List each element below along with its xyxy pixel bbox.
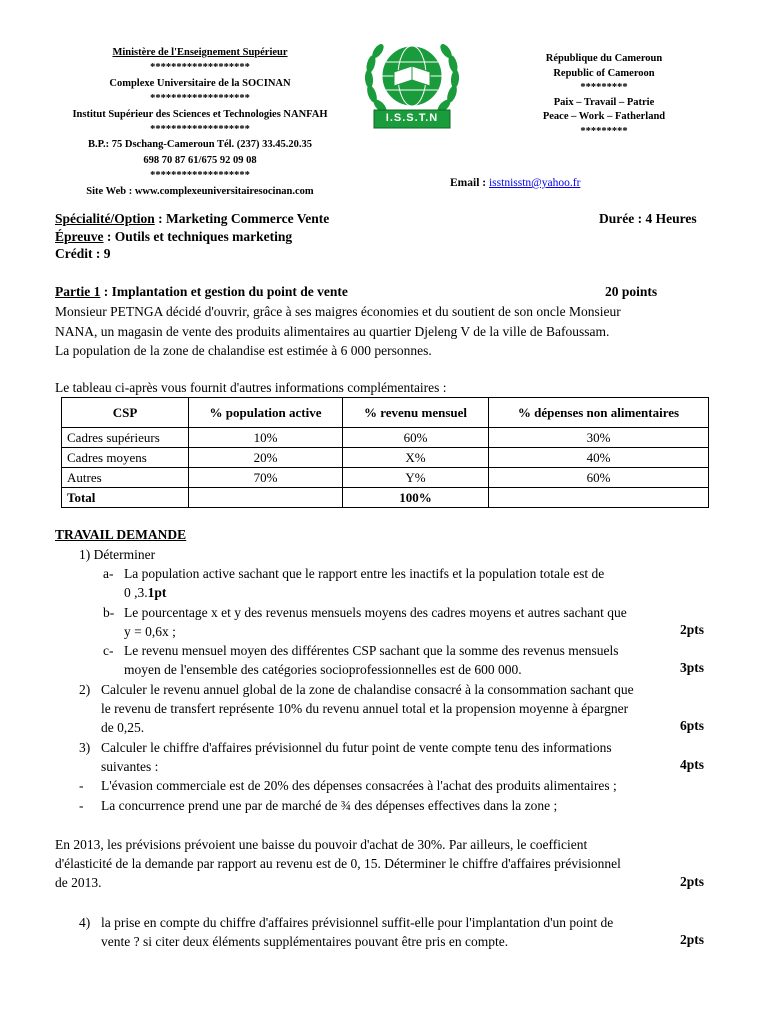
separator-stars: ******************* <box>150 170 250 182</box>
table-cell: 100% <box>343 488 489 508</box>
question-line: de 0,25. <box>101 720 145 735</box>
specialty-line <box>55 210 329 228</box>
intro-line: NANA, un magasin de vente des produits alimentaires au quartier Djeleng V de la ville de Bafoussam. <box>55 323 610 339</box>
table-cell: 30% <box>489 428 709 448</box>
motto-en: Peace – Work – Fatherland <box>542 111 666 123</box>
question-1b <box>124 603 714 641</box>
table-header-cell: % revenu mensuel <box>343 398 489 428</box>
duration: Durée : 4 Heures <box>599 211 697 226</box>
points-badge: 6pts <box>679 718 704 733</box>
points-badge: 2pts <box>679 932 704 947</box>
subject-line <box>55 228 292 246</box>
question-1c <box>124 641 714 679</box>
republic-fr: République du Cameroun <box>545 53 663 64</box>
work-title: TRAVAIL DEMANDE <box>55 527 187 542</box>
question-line: Le pourcentage x et y des revenus mensuels moyens des cadres moyens et autres sachant que <box>124 605 627 620</box>
part1-heading: : Implantation et gestion du point de vente <box>100 284 348 299</box>
republic-en: Republic of Cameroon <box>553 67 655 79</box>
table-cell: Y% <box>343 468 489 488</box>
motto-fr: Paix – Travail – Patrie <box>553 96 655 108</box>
question-2 <box>101 680 715 737</box>
credit: Crédit : 9 <box>55 246 111 261</box>
email-link[interactable]: isstnisstn@yahoo.fr <box>488 177 581 189</box>
header-country <box>516 52 692 140</box>
forecast-2013-paragraph <box>55 835 715 892</box>
list-marker: 2) <box>79 682 91 697</box>
table-row <box>62 468 709 488</box>
part1-points: 20 points <box>605 284 658 299</box>
table-cell: Cadres supérieurs <box>62 428 189 448</box>
part1-title <box>55 283 348 301</box>
postal-address: B.P.: 75 Dschang-Cameroun Tél. (237) 33.45.20.35 <box>87 139 313 151</box>
question-1a <box>124 564 714 602</box>
table-total-row <box>62 488 709 508</box>
table-row <box>62 428 709 448</box>
table-cell <box>189 488 343 508</box>
question-line: La population active sachant que le rapport entre les inactifs et la population totale est de <box>124 566 605 581</box>
question-line: Le revenu mensuel moyen des différentes CSP sachant que la somme des revenus mensuels <box>124 643 619 658</box>
question-line-last: 0 ,3.1pt <box>124 585 167 600</box>
points-badge: 2pts <box>679 874 704 889</box>
list-marker: c- <box>103 643 114 658</box>
table-header-cell: % population active <box>189 398 343 428</box>
condition-bullet: L'évasion commerciale est de 20% des dépenses consacrées à l'achat des produits alimentaires ; <box>101 778 617 793</box>
question-line: suivantes : <box>101 759 159 774</box>
institute-name: Institut Supérieur des Sciences et Technologies NANFAH <box>72 108 328 120</box>
question-line: Calculer le chiffre d'affaires prévisionnel du futur point de vente compte tenu des informations <box>101 740 612 755</box>
isstn-logo <box>358 34 466 136</box>
question-1: 1) Déterminer <box>79 547 156 562</box>
table-row <box>62 448 709 468</box>
list-marker: 3) <box>79 740 91 755</box>
separator-stars: ********* <box>580 125 628 137</box>
table-cell: 60% <box>489 468 709 488</box>
question-4 <box>101 913 715 951</box>
paragraph-line: En 2013, les prévisions prévoient une baisse du pouvoir d'achat de 30%. Par ailleurs, le coefficient <box>55 837 588 852</box>
specialty-label: Spécialité/Option <box>55 211 155 226</box>
list-marker: - <box>79 778 84 793</box>
part1-intro <box>55 302 715 361</box>
table-header-row <box>62 398 709 428</box>
table-cell: 70% <box>189 468 343 488</box>
website: Site Web : www.complexeuniversitairesocinan.com <box>86 185 314 197</box>
table-cell: 10% <box>189 428 343 448</box>
logo-acronym: I.S.S.T.N <box>385 112 439 124</box>
phone-numbers: 698 70 87 61/675 92 09 08 <box>143 154 257 166</box>
table-cell: X% <box>343 448 489 468</box>
intro-line: La population de la zone de chalandise est estimée à 6 000 personnes. <box>55 343 432 358</box>
complex-name: Complexe Universitaire de la SOCINAN <box>109 77 291 89</box>
table-cell: Cadres moyens <box>62 448 189 468</box>
question-line: moyen de l'ensemble des catégories socioprofessionnelles est de 600 000. <box>124 662 522 677</box>
subject-label: Épreuve <box>55 229 104 244</box>
points-badge: 1pt <box>147 585 167 600</box>
list-marker: 4) <box>79 915 91 930</box>
email-label: Email : <box>450 177 489 189</box>
table-cell: 60% <box>343 428 489 448</box>
table-cell: 20% <box>189 448 343 468</box>
ministry-name: Ministère de l'Enseignement Supérieur <box>112 47 288 58</box>
question-line: Calculer le revenu annuel global de la zone de chalandise consacré à la consommation sachant que <box>101 682 634 697</box>
header-institution <box>40 45 360 199</box>
question-line: la prise en compte du chiffre d'affaires prévisionnel suffit-elle pour l'implantation d'un point de <box>101 915 614 930</box>
table-intro: Le tableau ci-après vous fournit d'autres informations complémentaires : <box>55 380 447 395</box>
points-badge: 2pts <box>679 622 704 637</box>
question-line: vente ? si citer deux éléments supplémentaires pouvant être pris en compte. <box>101 934 509 949</box>
table-header-cell: % dépenses non alimentaires <box>489 398 709 428</box>
question-line: y = 0,6x ; <box>124 624 176 639</box>
specialty-value: : Marketing Commerce Vente <box>154 211 330 226</box>
separator-stars: ******************* <box>150 124 250 136</box>
intro-line: Monsieur PETNGA décidé d'ouvrir, grâce à ses maigres économies et du soutient de son oncle Monsieur <box>55 304 621 319</box>
part1-label: Partie 1 <box>55 284 101 299</box>
points-badge: 3pts <box>679 660 704 675</box>
question-line: le revenu de transfert représente 10% du revenu annuel total et la propension moyenne à épargner <box>101 701 629 716</box>
subject-value: : Outils et techniques marketing <box>103 229 293 244</box>
separator-stars: ********* <box>580 82 628 94</box>
separator-stars: ******************* <box>150 62 250 74</box>
email-line <box>450 177 580 189</box>
list-marker: b- <box>103 605 115 620</box>
list-marker: a- <box>103 566 114 581</box>
table-cell: Autres <box>62 468 189 488</box>
points-badge: 4pts <box>679 757 704 772</box>
condition-bullet: La concurrence prend une par de marché de ¾ des dépenses effectives dans la zone ; <box>101 798 558 813</box>
table-header-cell: CSP <box>62 398 189 428</box>
csp-table <box>61 397 709 508</box>
table-cell: Total <box>62 488 189 508</box>
question-3 <box>101 738 715 776</box>
table-cell <box>489 488 709 508</box>
list-marker: - <box>79 798 84 813</box>
paragraph-line: de 2013. <box>55 875 102 890</box>
separator-stars: ******************* <box>150 93 250 105</box>
paragraph-line: d'élasticité de la demande par rapport au revenu est de 0, 15. Déterminer le chiffre d'affaires prévisionnel <box>55 856 621 871</box>
table-cell: 40% <box>489 448 709 468</box>
